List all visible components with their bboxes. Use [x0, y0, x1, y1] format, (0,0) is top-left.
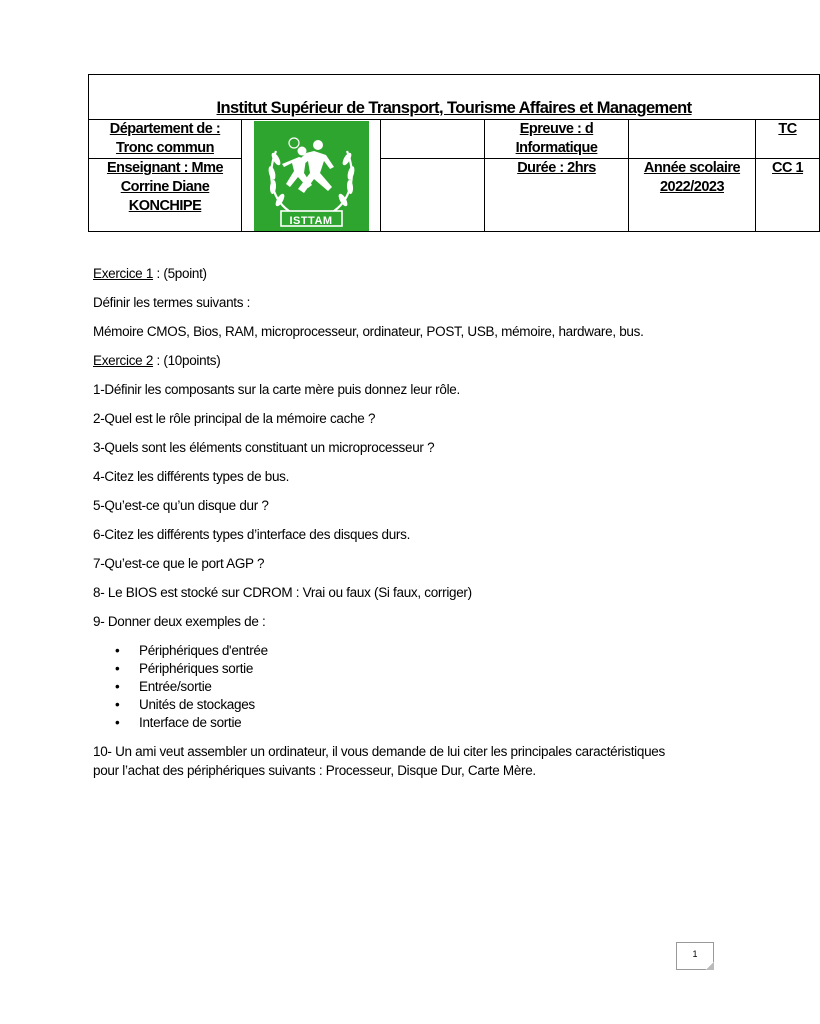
tc-label: TC: [778, 121, 797, 137]
department-cell: [89, 120, 242, 159]
annee-cell: [629, 159, 756, 232]
question-item: 9- Donner deux exemples de :: [93, 614, 266, 629]
epreuve-cell: [485, 120, 629, 159]
exercice2-heading: [93, 353, 220, 369]
question-item: 3-Quels sont les éléments constituant un microprocesseur ?: [93, 440, 435, 455]
isttam-logo: [254, 121, 369, 231]
header-table: [88, 74, 820, 232]
duree-cell: [485, 159, 629, 232]
exercice2-title: Exercice 2: [93, 353, 154, 368]
tc-cell: [756, 120, 820, 159]
exercice1-title: Exercice 1: [93, 266, 154, 281]
bullet-icon: •: [115, 643, 120, 658]
logo-cell: [242, 120, 381, 232]
question-item: 4-Citez les différents types de bus.: [93, 469, 290, 484]
exercice1-points: : (5point): [153, 266, 207, 281]
question-item: 7-Qu’est-ce que le port AGP ?: [93, 556, 265, 571]
bullet-icon: •: [115, 679, 120, 694]
empty-cell: [381, 159, 485, 232]
bullet-icon: •: [115, 697, 120, 712]
question-10-line2: pour l’achat des périphériques suivants : Processeur, Disque Dur, Carte Mère.: [93, 763, 536, 778]
question-item: 8- Le BIOS est stocké sur CDROM : Vrai ou faux (Si faux, corriger): [93, 585, 472, 600]
annee-value: 2022/2023: [659, 179, 725, 195]
exercice1-terms: Mémoire CMOS, Bios, RAM, microprocesseur, ordinateur, POST, USB, mémoire, hardware, bus.: [93, 324, 644, 339]
department-value: Tronc commun: [116, 140, 214, 156]
empty-cell: [381, 120, 485, 159]
bullet-icon: •: [115, 661, 120, 676]
teacher-line2: Corrine Diane: [120, 179, 210, 195]
exercice2-points: : (10points): [153, 353, 221, 368]
department-label: Département de :: [109, 121, 221, 137]
bullet-icon: •: [115, 715, 120, 730]
logo-text: ISTTAM: [289, 214, 333, 227]
cc-label: CC 1: [772, 160, 804, 176]
empty-cell: [629, 120, 756, 159]
cc-cell: [756, 159, 820, 232]
title-cell: [89, 75, 820, 120]
teacher-line3: KONCHIPE: [128, 198, 202, 214]
teacher-line1: Enseignant : Mme: [106, 160, 224, 176]
question-item: 2-Quel est le rôle principal de la mémoire cache ?: [93, 411, 376, 426]
exercice1-heading: [93, 266, 207, 282]
question-item: 5-Qu’est-ce qu’un disque dur ?: [93, 498, 269, 513]
teacher-cell: [89, 159, 242, 232]
page-number: 1: [676, 942, 714, 970]
duree-label: Durée : 2hrs: [517, 160, 596, 176]
question-10-line1: 10- Un ami veut assembler un ordinateur, il vous demande de lui citer les principales caractéristiques: [93, 744, 665, 759]
epreuve-label: Epreuve : d Informatique: [515, 121, 598, 156]
annee-label: Année scolaire: [643, 160, 741, 176]
question-item: 6-Citez les différents types d’interface des disques durs.: [93, 527, 411, 542]
question-item: 1-Définir les composants sur la carte mère puis donnez leur rôle.: [93, 382, 460, 397]
institute-title: Institut Supérieur de Transport, Tourisme Affaires et Management: [216, 99, 692, 117]
exercice1-instruction: Définir les termes suivants :: [93, 295, 251, 310]
